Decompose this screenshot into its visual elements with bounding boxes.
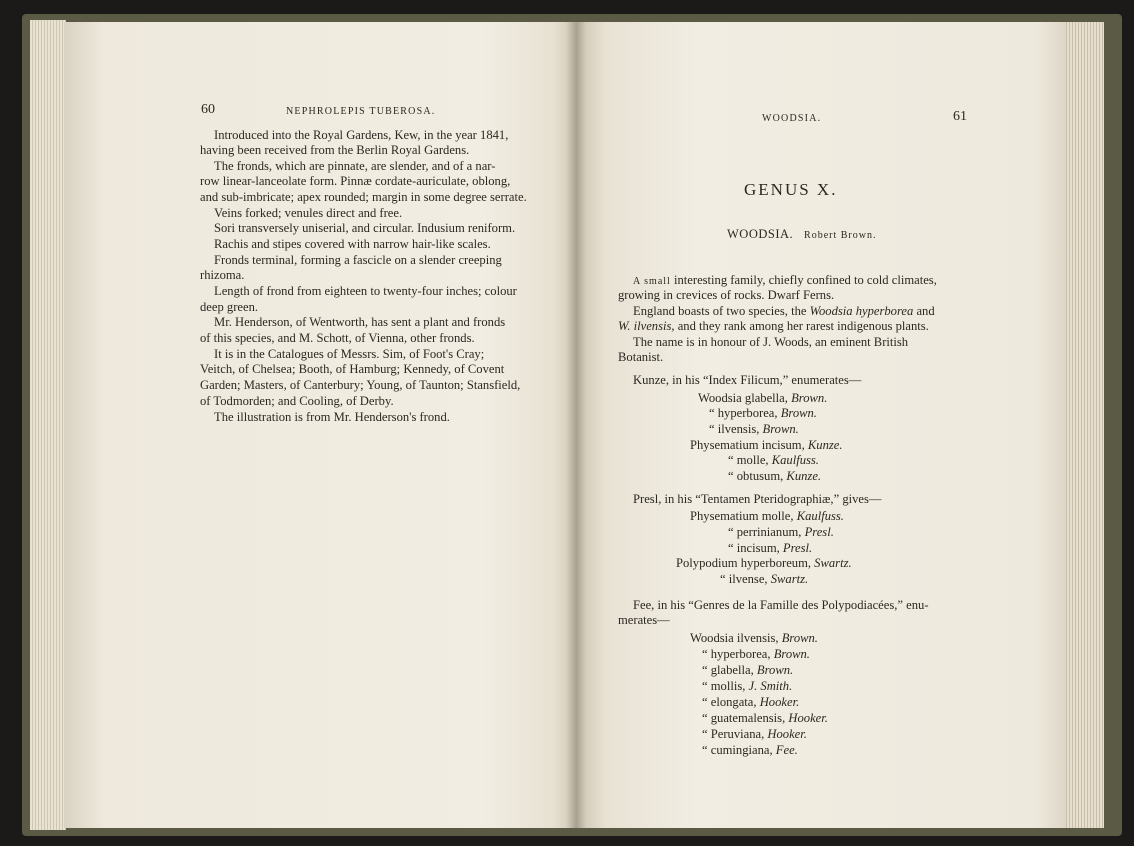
- genus-author: Robert Brown.: [804, 230, 877, 241]
- body-line: Veitch, of Chelsea; Booth, of Hamburg; Kennedy, of Covent: [200, 362, 505, 376]
- taxon: “ mollis,: [702, 679, 749, 693]
- page-number-left: 60: [201, 102, 215, 117]
- intro-line: [618, 319, 929, 334]
- list-item: [702, 679, 792, 694]
- book-gutter: [566, 22, 586, 828]
- taxon-author: Fee.: [775, 743, 798, 757]
- body-line: Length of frond from eighteen to twenty-four inches; colour: [214, 284, 517, 298]
- body-line: row linear-lanceolate form. Pinnæ cordate-auriculate, oblong,: [200, 174, 511, 188]
- body-line: Mr. Henderson, of Wentworth, has sent a plant and fronds: [214, 315, 506, 329]
- kunze-intro: Kunze, in his “Index Filicum,” enumerates—: [633, 373, 862, 387]
- taxon: “ incisum,: [728, 541, 783, 555]
- body-line: rhizoma.: [200, 268, 245, 282]
- body-line: Veins forked; venules direct and free.: [214, 206, 403, 220]
- taxon: Woodsia glabella,: [698, 391, 792, 405]
- intro-text: England boasts of two species, the: [633, 304, 810, 318]
- taxon: Physematium molle,: [690, 509, 797, 523]
- right-page: [576, 22, 1066, 828]
- running-head-left: NEPHROLEPIS TUBEROSA.: [286, 106, 436, 117]
- taxon: “ molle,: [728, 453, 772, 467]
- list-item: [690, 631, 818, 646]
- taxon: Polypodium hyperboreum,: [676, 556, 815, 570]
- left-page: [64, 22, 576, 828]
- body-line: The illustration is from Mr. Henderson's frond.: [214, 410, 450, 424]
- taxon: “ perrinianum,: [728, 525, 805, 539]
- taxon: “ ilvensis,: [709, 422, 763, 436]
- intro-line: growing in crevices of rocks. Dwarf Ferns.: [618, 288, 835, 302]
- list-item: [702, 695, 799, 710]
- taxon: “ ilvense,: [720, 572, 771, 586]
- body-line: of this species, and M. Schott, of Vienna, other fronds.: [200, 331, 475, 345]
- intro-line: [633, 273, 937, 289]
- taxon-author: Presl.: [782, 541, 813, 555]
- taxon: Woodsia ilvensis,: [690, 631, 782, 645]
- taxon: “ elongata,: [702, 695, 760, 709]
- taxon-author: Brown.: [756, 663, 794, 677]
- list-item: [702, 743, 798, 758]
- taxon-author: Swartz.: [770, 572, 809, 586]
- body-line: Garden; Masters, of Canterbury; Young, of Taunton; Stansfield,: [200, 378, 521, 392]
- taxon: “ cumingiana,: [702, 743, 776, 757]
- taxon: “ glabella,: [702, 663, 757, 677]
- taxon: “ hyperborea,: [709, 406, 781, 420]
- body-line: Fronds terminal, forming a fascicle on a slender creeping: [214, 253, 502, 267]
- presl-intro: Presl, in his “Tentamen Pteridographiæ,” gives—: [633, 492, 882, 506]
- list-item: [698, 391, 827, 406]
- intro-line: Botanist.: [618, 350, 664, 364]
- list-item: [702, 647, 810, 662]
- taxon-author: Hooker.: [759, 695, 800, 709]
- body-line: Rachis and stipes covered with narrow hair-like scales.: [214, 237, 491, 251]
- taxon-author: Presl.: [804, 525, 834, 539]
- taxon-author: Hooker.: [788, 711, 828, 725]
- genus-name: WOODSIA.: [727, 227, 794, 241]
- intro-text: interesting family, chiefly confined to cold climates,: [670, 273, 937, 287]
- fee-intro: merates—: [618, 613, 670, 627]
- fee-intro: Fee, in his “Genres de la Famille des Polypodiacées,” enu-: [633, 598, 929, 612]
- list-item: [709, 422, 799, 437]
- taxon-author: Kaulfuss.: [796, 509, 844, 523]
- list-item: [702, 727, 807, 742]
- list-item: [702, 663, 793, 678]
- taxon-author: Hooker.: [767, 727, 807, 741]
- body-line: Sori transversely uniserial, and circular. Indusium reniform.: [214, 221, 516, 235]
- body-line: The fronds, which are pinnate, are slender, and of a nar-: [214, 159, 496, 173]
- list-item: [728, 541, 812, 556]
- taxon-author: J. Smith.: [748, 679, 793, 693]
- body-line: and sub-imbricate; apex rounded; margin in some degree serrate.: [200, 190, 527, 204]
- body-line: having been received from the Berlin Royal Gardens.: [200, 143, 470, 157]
- list-item: [728, 453, 819, 468]
- genus-heading: GENUS X.: [744, 180, 838, 199]
- intro-line: [633, 304, 935, 319]
- list-item: [702, 711, 828, 726]
- list-item: [709, 406, 817, 421]
- left-page-edges: [30, 20, 66, 830]
- taxon-author: Swartz.: [814, 556, 852, 570]
- list-item: [690, 438, 843, 453]
- small-caps-opening: A small: [633, 276, 671, 287]
- species-name: W. ilvensis,: [618, 319, 675, 333]
- taxon-author: Kunze.: [786, 469, 822, 483]
- intro-text: and: [913, 304, 935, 318]
- intro-text: and they rank among her rarest indigenous plants.: [674, 319, 929, 333]
- taxon: Physematium incisum,: [690, 438, 808, 452]
- taxon-author: Brown.: [781, 631, 818, 645]
- taxon: “ obtusum,: [728, 469, 787, 483]
- list-item: [720, 572, 808, 587]
- taxon: “ Peruviana,: [702, 727, 768, 741]
- right-page-edges: [1064, 22, 1104, 828]
- taxon-author: Brown.: [762, 422, 799, 436]
- taxon: “ hyperborea,: [702, 647, 774, 661]
- taxon-author: Brown.: [791, 391, 828, 405]
- list-item: [676, 556, 852, 571]
- taxon-author: Kaulfuss.: [771, 453, 819, 467]
- taxon-author: Brown.: [780, 406, 817, 420]
- body-line: deep green.: [200, 300, 259, 314]
- species-name: Woodsia hyperborea: [809, 304, 914, 318]
- list-item: [728, 525, 834, 540]
- page-number-right: 61: [953, 109, 967, 124]
- genus-subtitle: [727, 227, 876, 242]
- intro-line: The name is in honour of J. Woods, an eminent British: [633, 335, 909, 349]
- running-head-right: WOODSIA.: [762, 113, 822, 124]
- body-line: of Todmorden; and Cooling, of Derby.: [200, 394, 394, 408]
- body-line: It is in the Catalogues of Messrs. Sim, of Foot's Cray;: [214, 347, 485, 361]
- taxon-author: Kunze.: [807, 438, 843, 452]
- list-item: [690, 509, 844, 524]
- taxon: “ guatemalensis,: [702, 711, 789, 725]
- body-line: Introduced into the Royal Gardens, Kew, in the year 1841,: [214, 128, 509, 142]
- list-item: [728, 469, 821, 484]
- taxon-author: Brown.: [773, 647, 810, 661]
